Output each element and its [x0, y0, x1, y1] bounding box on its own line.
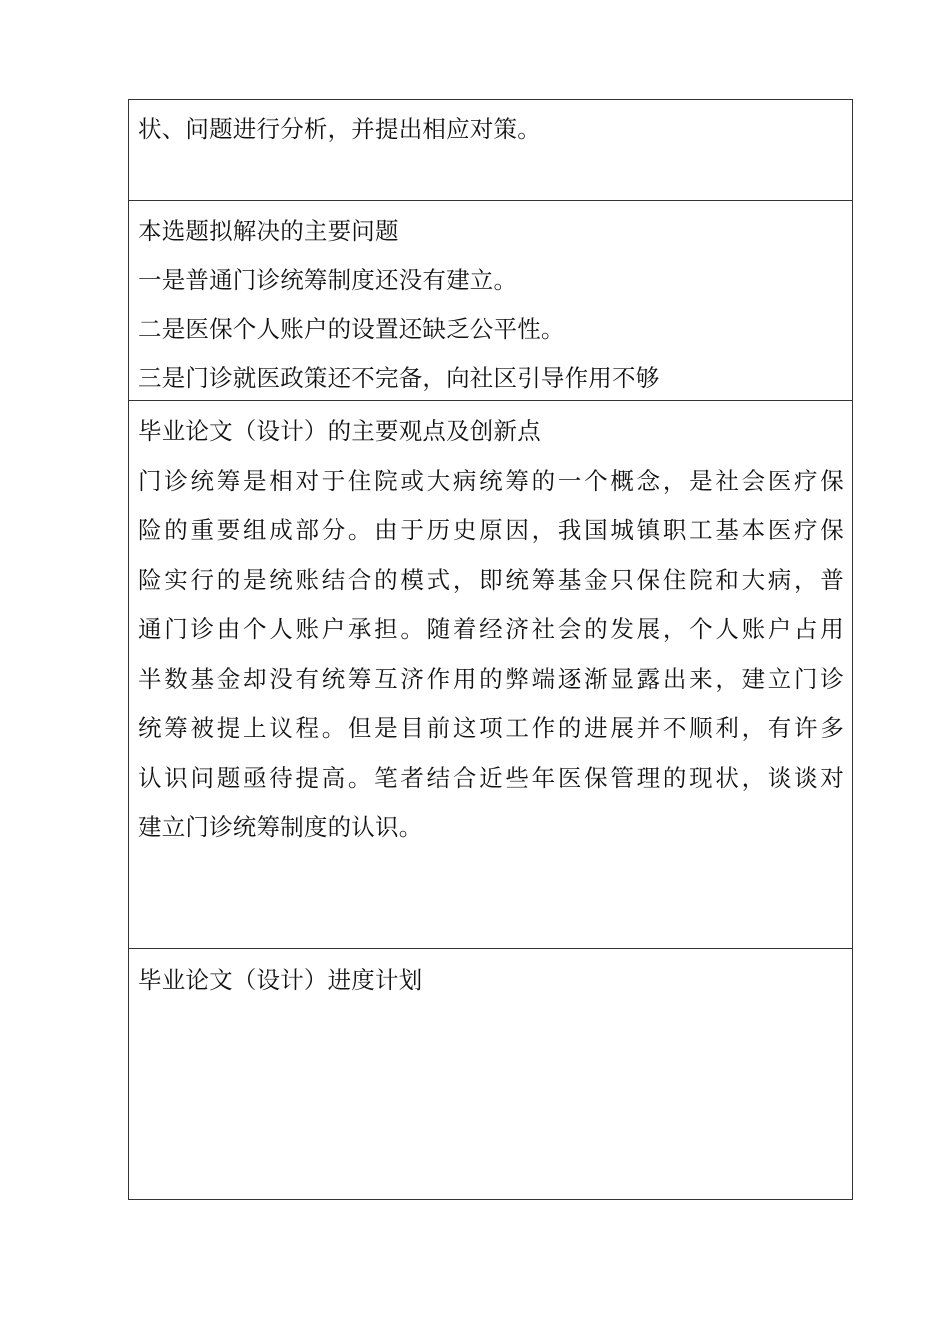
problem-item: 一是普通门诊统筹制度还没有建立。: [138, 266, 518, 294]
paragraph-line: 建立门诊统筹制度的认识。: [138, 813, 423, 841]
problem-item: 二是医保个人账户的设置还缺乏公平性。: [138, 315, 565, 343]
section-heading: 毕业论文（设计）进度计划: [138, 966, 423, 994]
paragraph-line: 险实行的是统账结合的模式，即统筹基金只保住院和大病，普: [138, 565, 844, 594]
section-progress-plan: [129, 949, 852, 1199]
proposal-form-table: [128, 99, 853, 1200]
section-main-viewpoints: [129, 401, 852, 949]
paragraph-line: 险的重要组成部分。由于历史原因，我国城镇职工基本医疗保: [138, 516, 844, 544]
section-analysis-continuation: [129, 100, 852, 201]
section-heading: 本选题拟解决的主要问题: [138, 217, 399, 245]
section-heading: 毕业论文（设计）的主要观点及创新点: [138, 417, 541, 445]
paragraph-line: 通门诊由个人账户承担。随着经济社会的发展，个人账户占用: [138, 615, 844, 643]
paragraph-line: 认识问题亟待提高。笔者结合近些年医保管理的现状，谈谈对: [138, 763, 844, 792]
paragraph-line: 半数基金却没有统筹互济作用的弊端逐渐显露出来，建立门诊: [138, 664, 844, 693]
text-line: 状、问题进行分析，并提出相应对策。: [138, 115, 541, 143]
problem-item: 三是门诊就医政策还不完备，向社区引导作用不够: [138, 364, 660, 392]
paragraph-line: 统筹被提上议程。但是目前这项工作的进展并不顺利，有许多: [138, 714, 844, 742]
paragraph-line: 门诊统筹是相对于住院或大病统筹的一个概念，是社会医疗保: [138, 466, 844, 495]
section-main-problems: [129, 201, 852, 401]
